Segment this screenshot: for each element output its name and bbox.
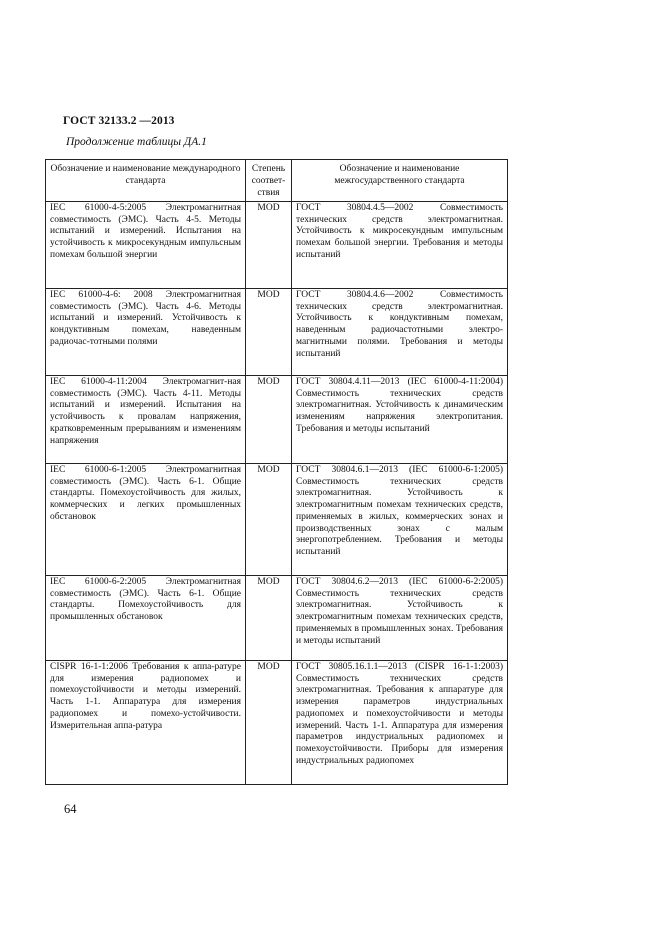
- table-row: [46, 289, 508, 376]
- interstate-standard-cell: ГОСТ 30804.4.11—2013 (IEC 61000-4-11:2004) Совместимость технических средств электромагнитная. Устойчивость к динамическим изменениям напряжения электропитания. Требования и методы испытаний: [292, 376, 508, 464]
- table-row: [46, 202, 508, 289]
- table-row: [46, 576, 508, 661]
- correspondence-table: [45, 159, 508, 785]
- international-standard-cell: IEC 61000-4-5:2005 Электромагнитная совместимость (ЭМС). Часть 4-5. Методы испытаний и измерений. Испытания на устойчивость к микросекундным импульсным помехам большой энергии: [46, 202, 246, 289]
- degree-cell: MOD: [246, 661, 292, 785]
- table-header-row: [46, 160, 508, 202]
- interstate-standard-cell: ГОСТ 30804.4.6—2002 Совместимость технических средств электромагнитная. Устойчивость к кондуктивным помехам, наведенным радиочастотными электро-магнитными полями. Требования и методы испытаний: [292, 289, 508, 376]
- international-standard-cell: IEC 61000-4-6: 2008 Электромагнитная совместимость (ЭМС). Часть 4-6. Методы испытаний и измерений. Устойчивость к кондуктивным помехам, наведенным радиочас-тотными полями: [46, 289, 246, 376]
- degree-cell: MOD: [246, 576, 292, 661]
- international-standard-cell: IEC 61000-6-2:2005 Электромагнитная совместимость (ЭМС). Часть 6-1. Общие стандарты. Помехоустойчивость для промышленных обстановок: [46, 576, 246, 661]
- table-row: [46, 661, 508, 785]
- header-interstate-standard: Обозначение и наименование межгосударственного стандарта: [292, 160, 508, 202]
- international-standard-cell: CISPR 16-1-1:2006 Требования к аппа-ратуре для измерения радиопомех и помехоустойчивости и методы измерений. Часть 1-1. Аппаратура для измерения радиопомех и помехо-устойчивости. Измерительная аппа-ратура: [46, 661, 246, 785]
- table-continuation-caption: Продолжение таблицы ДА.1: [66, 136, 207, 148]
- interstate-standard-cell: ГОСТ 30804.6.2—2013 (IEC 61000-6-2:2005) Совместимость технических средств электромагнитная. Устойчивость к электромагнитным помехам технических средств, применяемых в промышленных зонах. Требования и методы испытаний: [292, 576, 508, 661]
- degree-cell: MOD: [246, 464, 292, 576]
- international-standard-cell: IEC 61000-6-1:2005 Электромагнитная совместимость (ЭМС). Часть 6-1. Общие стандарты. Помехоустойчивость для жилых, коммерческих и легких промышленных обстановок: [46, 464, 246, 576]
- header-international-standard: Обозначение и наименование международного стандарта: [46, 160, 246, 202]
- interstate-standard-cell: ГОСТ 30804.6.1—2013 (IEC 61000-6-1:2005) Совместимость технических средств электромагнитная. Устойчивость к электромагнитным помехам технических средств, применяемых в жилых, коммерческих зонах и производственных зонах с малым энергопотреблением. Требования и методы испытаний: [292, 464, 508, 576]
- degree-cell: MOD: [246, 202, 292, 289]
- page-number: 64: [64, 802, 77, 816]
- header-degree-of-correspondence: Степень соответ-ствия: [246, 160, 292, 202]
- international-standard-cell: IEC 61000-4-11:2004 Электромагнит-ная совместимость (ЭМС). Часть 4-11. Методы испытаний и измерений. Испытания на устойчивость к провалам напряжения, кратковременным прерываниям и изменениям напряжения: [46, 376, 246, 464]
- document-code: ГОСТ 32133.2 —2013: [63, 115, 175, 127]
- table-row: [46, 464, 508, 576]
- interstate-standard-cell: ГОСТ 30805.16.1.1—2013 (CISPR 16-1-1:2003) Совместимость технических средств электромагнитная. Требования к аппаратуре для измерения параметров индустриальных радиопомех и помехоустойчивости и методы измерений. Часть 1-1. Аппаратура для измерения параметров индустриальных радиопомех и помехоустойчивости. Приборы для измерения индустриальных радиопомех: [292, 661, 508, 785]
- table-row: [46, 376, 508, 464]
- degree-cell: MOD: [246, 376, 292, 464]
- interstate-standard-cell: ГОСТ 30804.4.5—2002 Совместимость технических средств электромагнитная. Устойчивость к микросекундным импульсным помехам большой энергии. Требования и методы испытаний: [292, 202, 508, 289]
- degree-cell: MOD: [246, 289, 292, 376]
